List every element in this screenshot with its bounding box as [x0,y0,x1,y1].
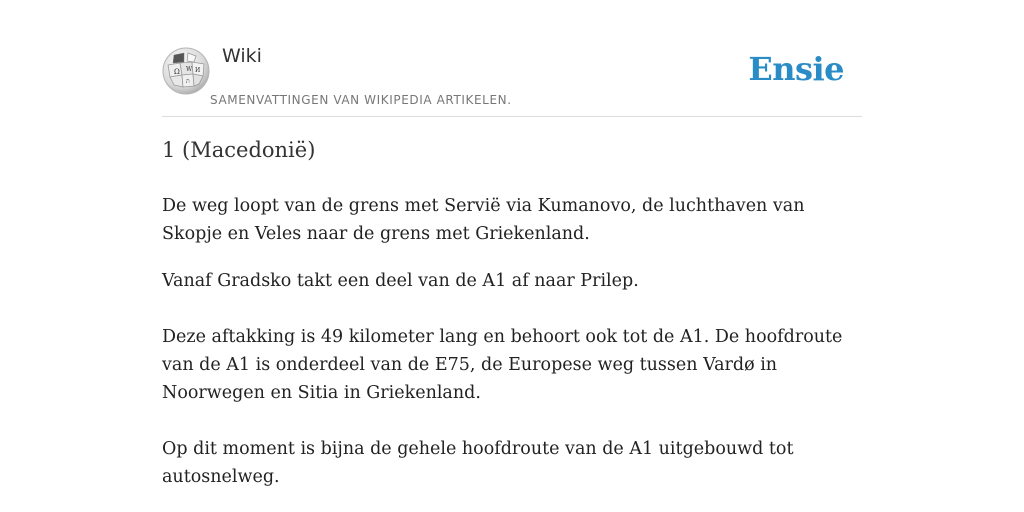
svg-text:W: W [186,66,193,73]
svg-text:ת: ת [186,78,190,85]
article-paragraph: Deze aftakking is 49 kilometer lang en behoort ook tot de A1. De hoofdroute van de A1 is onderdeel van de E75, de Europese weg tussen Vardø in Noorwegen en Sitia in Griekenland. [162,327,843,403]
article-paragraph: De weg loopt van de grens met Servië via Kumanovo, de luchthaven van Skopje en Veles naar de grens met Griekenland. [162,196,805,244]
brand-logo[interactable]: Ensie [748,50,844,88]
page [162,0,862,487]
wikipedia-globe-icon[interactable] [162,47,210,95]
article-paragraph: Op dit moment is bijna de gehele hoofdroute van de A1 uitgebouwd tot autosnelweg. [162,439,794,487]
article-title: 1 (Macedonië) [162,138,316,162]
article-paragraph: Vanaf Gradsko takt een deel van de A1 af naar Prilep. [162,271,639,291]
article-body [162,192,862,491]
svg-text:И: И [195,67,201,74]
site-name[interactable]: Wiki [222,45,262,67]
svg-text:Ω: Ω [174,68,180,76]
site-header [162,0,862,117]
site-tagline: SAMENVATTINGEN VAN WIKIPEDIA ARTIKELEN. [210,93,512,107]
